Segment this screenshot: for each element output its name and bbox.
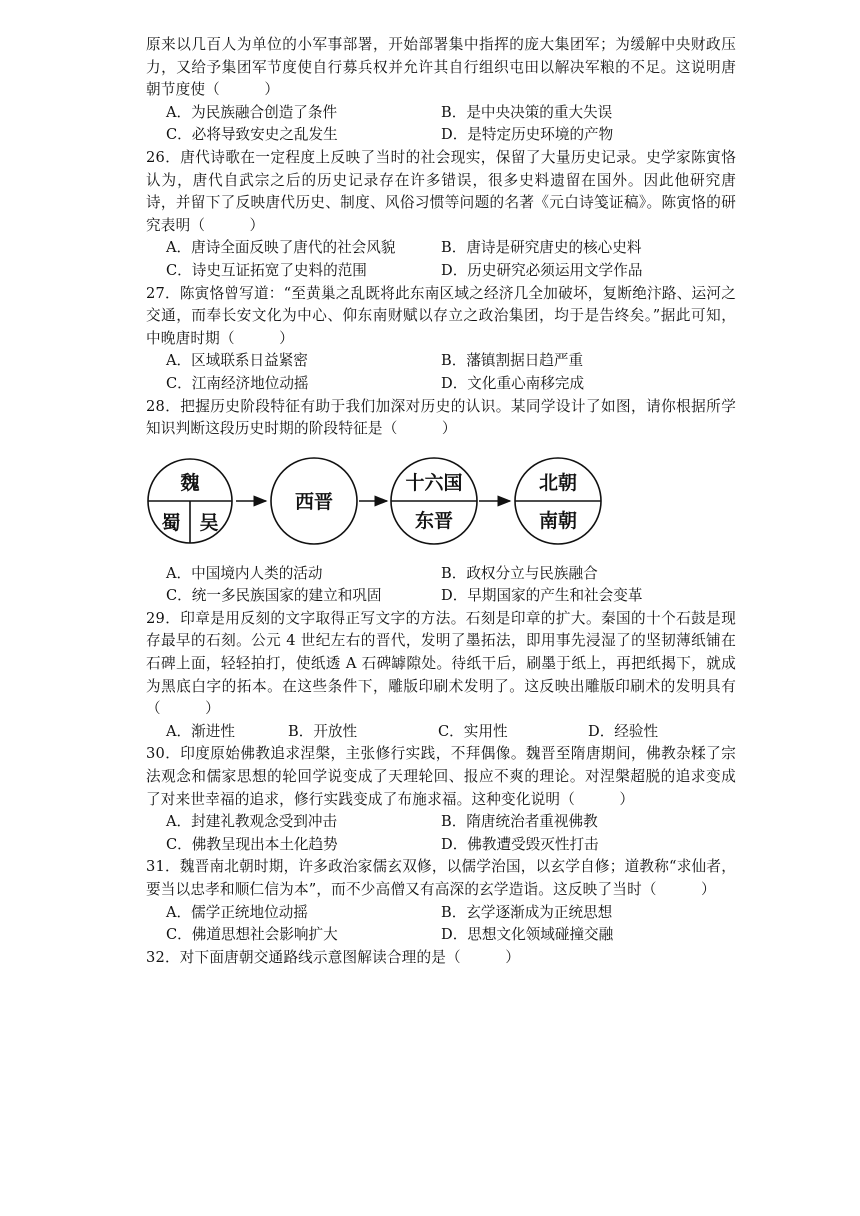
- option-a: A．渐进性: [166, 722, 235, 740]
- option-a: A．唐诗全面反映了唐代的社会风貌: [166, 239, 396, 257]
- exam-page: [146, 34, 736, 969]
- northern-dynasties-label: 北朝: [538, 471, 578, 494]
- q26-options: [146, 237, 736, 282]
- sixteen-kingdoms-label: 十六国: [405, 471, 463, 494]
- northern-southern-circle: [515, 458, 601, 544]
- three-kingdoms-circle: [148, 459, 232, 543]
- q29-stem: 29．印章是用反刻的文字取得正写文字的方法。石刻是印章的扩大。秦国的十个石鼓是现存最早的石刻。公元 4 世纪左右的晋代，发明了墨拓法，即用事先浸湿了的坚韧薄纸铺在石碑上面，轻轻拍打，使纸透 A 石碑罅隙处。待纸干后，刷墨于纸上，再把纸揭下，就成为黑底白字的拓本。在这些条件下，雕版印刷术发明了。这反映出雕版印刷术的发明具有（ ）: [146, 609, 736, 718]
- q28-stem: 28．把握历史阶段特征有助于我们加深对历史的认识。某同学设计了如图，请你根据所学知识判断这段历史时期的阶段特征是（ ）: [146, 397, 736, 438]
- option-a: A．中国境内人类的活动: [166, 564, 323, 582]
- option-a: A．区域联系日益紧密: [166, 352, 308, 370]
- q30-stem: 30．印度原始佛教追求涅槃，主张修行实践，不拜偶像。魏晋至隋唐期间，佛教杂糅了宗法观念和儒家思想的轮回学说变成了天理轮回、报应不爽的理论。对涅槃超脱的追求变成了对来世幸福的追求，修行实践变成了布施求福。这种变化说明（ ）: [146, 745, 736, 808]
- q30-options: [146, 811, 736, 856]
- option-d: D．历史研究必须运用文学作品: [441, 261, 643, 279]
- option-c: C．江南经济地位动摇: [166, 374, 309, 392]
- wu-label: 吴: [199, 511, 219, 534]
- q28-options: [146, 563, 736, 608]
- option-d: D．佛教遭受毁灭性打击: [441, 835, 599, 853]
- wei-label: 魏: [180, 471, 200, 494]
- option-c: C．诗史互证拓宽了史料的范围: [166, 261, 367, 279]
- southern-dynasties-label: 南朝: [538, 509, 578, 532]
- option-d: D．早期国家的产生和社会变革: [441, 587, 643, 605]
- option-b: B．玄学逐渐成为正统思想: [441, 903, 613, 921]
- option-c: C．统一多民族国家的建立和巩固: [166, 587, 382, 605]
- option-a: A．儒学正统地位动摇: [166, 903, 308, 921]
- western-jin-label: 西晋: [294, 490, 334, 513]
- option-a: A．封建礼教观念受到冲击: [166, 813, 338, 831]
- option-c: C．必将导致安史之乱发生: [166, 126, 338, 144]
- period-flow-diagram: [146, 441, 736, 563]
- q27-options: [146, 350, 736, 395]
- q26-stem: 26．唐代诗歌在一定程度上反映了当时的社会现实，保留了大量历史记录。史学家陈寅恪认为，唐代自武宗之后的历史记录存在许多错误，很多史料遗留在国外。因此他研究唐诗，并留下了反映唐代历史、制度、风俗习惯等问题的名著《元白诗笺证稿》。陈寅恪的研究表明（ ）: [146, 148, 736, 234]
- option-b: B．是中央决策的重大失误: [441, 103, 613, 121]
- q27-stem: 27．陈寅恪曾写道：“至黄巢之乱既将此东南区域之经济几全加破坏，复断绝汴路、运河之交通，而奉长安文化为中心、仰东南财赋以存立之政治集团，均于是告终矣。”据此可知，中晚唐时期（ ）: [146, 284, 736, 347]
- option-b: B．开放性: [288, 722, 358, 740]
- q29-options: [146, 721, 736, 744]
- q32-stem: 32．对下面唐朝交通路线示意图解读合理的是（ ）: [146, 948, 521, 966]
- option-b: B．唐诗是研究唐史的核心史料: [441, 239, 642, 257]
- q25-continuation: 原来以几百人为单位的小军事部署，开始部署集中指挥的庞大集团军；为缓解中央财政压力，又给予集团军节度使自行募兵权并允许其自行组织屯田以解决军粮的不足。这说明唐朝节度使（ ）: [146, 36, 736, 99]
- option-c: C．佛教呈现出本土化趋势: [166, 835, 338, 853]
- western-jin-circle: [271, 458, 357, 544]
- option-d: D．思想文化领域碰撞交融: [441, 926, 614, 944]
- option-b: B．政权分立与民族融合: [441, 564, 598, 582]
- shu-label: 蜀: [161, 511, 181, 534]
- q31-stem: 31．魏晋南北朝时期，许多政治家儒玄双修，以儒学治国，以玄学自修；道教称“求仙者，要当以忠孝和顺仁信为本”，而不少高僧又有高深的玄学造诣。这反映了当时（ ）: [146, 858, 736, 898]
- option-d: D．经验性: [588, 722, 659, 740]
- option-a: A．为民族融合创造了条件: [166, 103, 338, 121]
- eastern-jin-label: 东晋: [414, 509, 454, 532]
- option-b: B．隋唐统治者重视佛教: [441, 813, 598, 831]
- q25-options: [146, 102, 736, 147]
- option-d: D．文化重心南移完成: [441, 374, 585, 392]
- sixteen-kingdoms-circle: [391, 458, 477, 544]
- option-b: B．藩镇割据日趋严重: [441, 352, 584, 370]
- q31-options: [146, 902, 736, 947]
- period-flow-svg: [146, 441, 746, 563]
- option-c: C．实用性: [438, 722, 508, 740]
- option-c: C．佛道思想社会影响扩大: [166, 926, 338, 944]
- option-d: D．是特定历史环境的产物: [441, 126, 614, 144]
